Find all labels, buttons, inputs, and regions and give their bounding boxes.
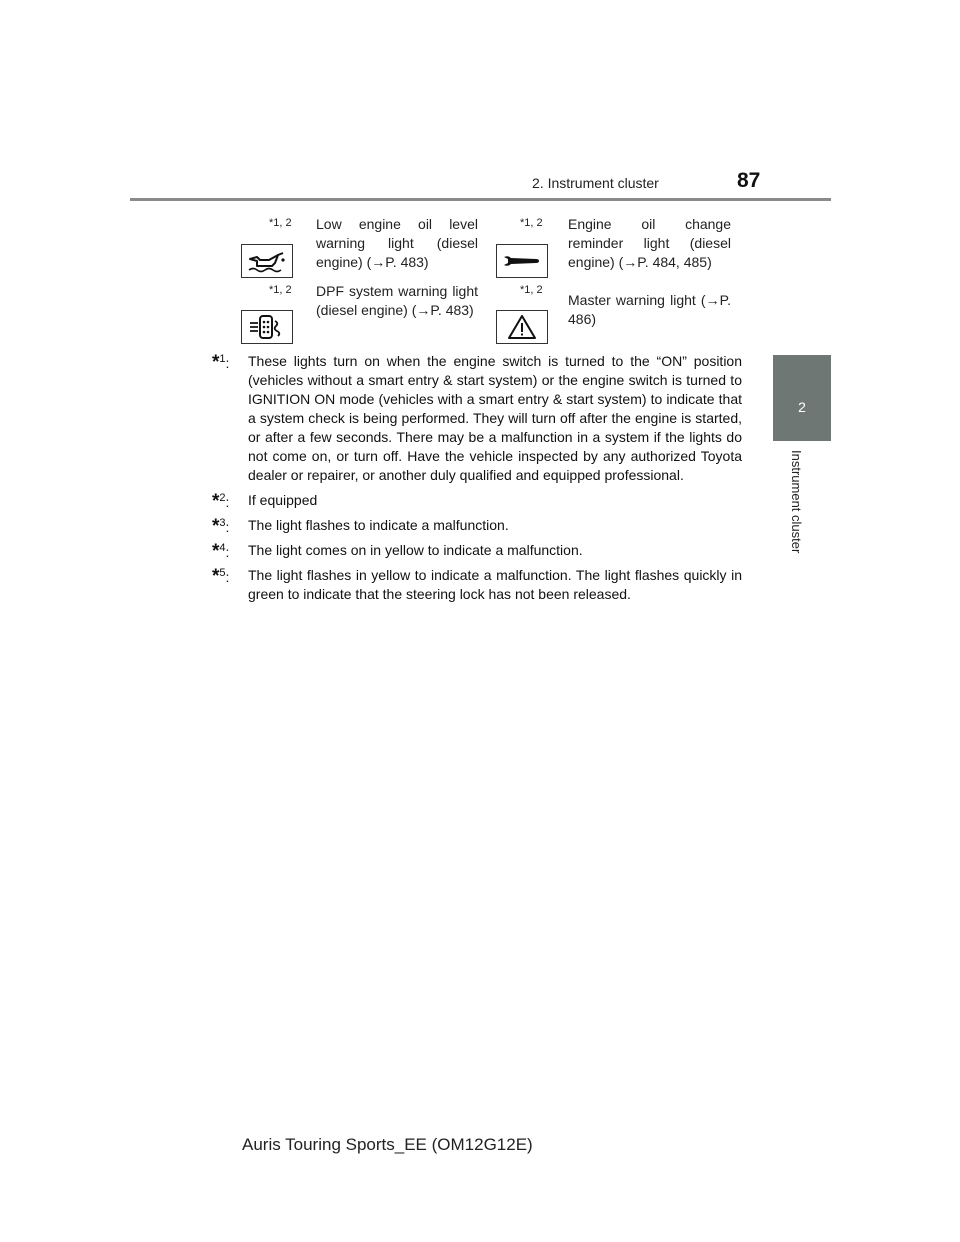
section-title: 2. Instrument cluster [532, 175, 659, 191]
footnotes [212, 352, 742, 610]
note-reference: *1, 2 [269, 284, 292, 296]
footnote-mark: 5 [219, 567, 226, 579]
dpf-icon [241, 310, 293, 344]
note-reference: *1, 2 [520, 284, 543, 296]
footnote-text: These lights turn on when the engine switch is turned to the “ON” position (vehicles without a smart entry & start system) or the engine switch is turned to IGNITION ON mode (vehicles with a smart entry & start system) to indicate that a system check is being performed. They will turn off after the engine is started, or after a few seconds. There may be a malfunction in a system if the lights do not come on, or turn off. Have the vehicle inspected by any authorized Toyota dealer or repairer, or another duly qualified and equipped professional. [248, 353, 742, 483]
master-warning-icon [496, 310, 548, 344]
footnote-text: The light flashes to indicate a malfunction. [248, 517, 509, 533]
wrench-icon [496, 244, 548, 278]
footnote-text: If equipped [248, 492, 318, 508]
chapter-number: 2 [798, 399, 806, 415]
footnote-mark: 4 [219, 542, 226, 554]
page-number: 87 [737, 169, 761, 192]
warning-light-description: Engine oil change reminder light (diesel engine) (→P. 484, 485) [568, 216, 731, 270]
footnote-mark: 1 [219, 353, 226, 365]
footnote-1: *$^1$: These lights turn on when the engine switch is turned to the “ON” position (vehicles without a smart entry & start system) or the engine switch is turned to IGNITION ON mode (vehicles with a smart entry & start system) to indicate that a system check is being performed. They will turn off after the engine is started, or after a few seconds. There may be a malfunction in a system if the lights do not come on, or turn off. Have the vehicle inspected by any authorized Toyota dealer or repairer, or another duly qualified and equipped professional. [212, 352, 742, 483]
footnote-mark: 2 [219, 492, 226, 504]
footnote-text: The light flashes in yellow to indicate a malfunction. The light flashes quickly in green to indicate that the steering lock has not been released. [248, 567, 742, 602]
low-engine-oil-level-icon [241, 244, 293, 278]
footnote-mark: 3 [219, 517, 226, 529]
warning-light-description: DPF system warning light (diesel engine) (→P. 483) [316, 283, 478, 318]
footnote-5: *$^5$: The light flashes in yellow to indicate a malfunction. The light flashes quickly in green to indicate that the steering lock has not been released. [212, 566, 742, 602]
warning-light-description: Master warning light (→P. 486) [568, 292, 731, 327]
warning-light-description: Low engine oil level warning light (diesel engine) (→P. 483) [316, 216, 478, 270]
footnote-text: The light comes on in yellow to indicate a malfunction. [248, 542, 583, 558]
footnote-4: *$^4$: The light comes on in yellow to indicate a malfunction. [212, 541, 583, 562]
footnote-3: *$^3$: The light flashes to indicate a malfunction. [212, 516, 509, 537]
header-divider [130, 198, 831, 201]
note-reference: *1, 2 [520, 217, 543, 229]
footnote-2: *$^2$: If equipped [212, 491, 318, 512]
chapter-title: Instrument cluster [789, 450, 804, 554]
chapter-tab [773, 355, 831, 441]
note-reference: *1, 2 [269, 217, 292, 229]
page-header [0, 0, 960, 205]
footer-model-code: Auris Touring Sports_EE (OM12G12E) [242, 1135, 533, 1154]
